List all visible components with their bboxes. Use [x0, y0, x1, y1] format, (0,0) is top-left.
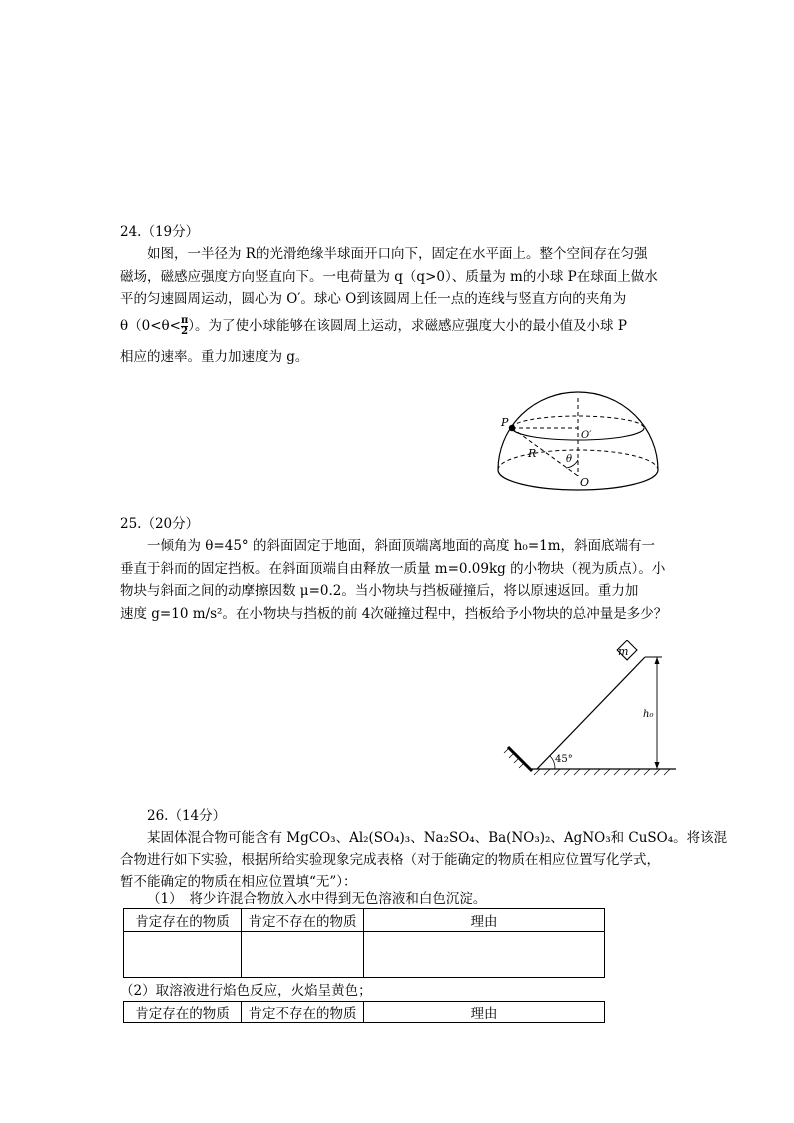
- table2-header-present: 肯定存在的物质: [124, 1002, 242, 1023]
- q26-line-2: 合物进行如下实验，根据所给实验现象完成表格（对于能确定的物质在相应位置写化学式，: [120, 852, 660, 868]
- table1-header-reason: 理由: [364, 909, 605, 932]
- table1-header-absent: 肯定不存在的物质: [242, 909, 364, 932]
- hemisphere-outline: [498, 392, 658, 470]
- q24-line-5: 相应的速率。重力加速度为 g。: [120, 349, 309, 365]
- label-o: O: [580, 476, 590, 489]
- label-angle: 45°: [555, 754, 573, 765]
- table1-present-cell[interactable]: [124, 932, 242, 978]
- label-m: m: [618, 645, 629, 658]
- base-ellipse-front: [498, 470, 658, 490]
- q24-line-4: [120, 314, 627, 338]
- table2-header-reason: 理由: [364, 1002, 605, 1023]
- q25-line-4: 速度 g=10 m/s²。在小物块与挡板的前 4次碰撞过程中，挡板给予小物块的总冲量是多少？: [120, 606, 668, 622]
- arrow-down-icon: [655, 762, 660, 769]
- label-theta: θ: [566, 454, 573, 465]
- q25-line-1: 一倾角为 θ=45° 的斜面固定于地面，斜面顶端离地面的高度 h₀=1m，斜面底端有一: [147, 538, 656, 554]
- q24-line-3: 平的匀速圆周运动，圆心为 O′。球心 O到该圆周上任一点的连线与竖直方向的夹角为: [120, 291, 627, 307]
- label-p: P: [501, 416, 509, 429]
- table1-reason-cell[interactable]: [364, 932, 605, 978]
- answer-table-2: [123, 1001, 605, 1023]
- fraction-numerator: π: [180, 315, 189, 326]
- arrow-up-icon: [655, 657, 660, 664]
- hemisphere-figure: [488, 388, 668, 498]
- q26-step-1: （1） 将少许混合物放入水中得到无色溶液和白色沉淀。: [147, 891, 487, 907]
- table2-header-absent: 肯定不存在的物质: [242, 1002, 364, 1023]
- q25-line-2: 垂直于斜而的固定挡板。在斜面顶端自由释放一质量 m=0.09kg 的小物块（视为质点）。小: [120, 561, 666, 577]
- q24-line-4-prefix: θ（0<θ<: [120, 318, 181, 334]
- q24-line-2: 磁场，磁感应强度方向竖直向下。一电荷量为 q（q>0）、质量为 m的小球 P在球面上做水: [120, 269, 658, 285]
- ball-p: [509, 425, 515, 431]
- fraction-denominator: 2: [181, 326, 189, 337]
- answer-table-1: [123, 908, 605, 978]
- label-h0: h₀: [643, 709, 654, 720]
- q24-header: 24.（19分）: [120, 224, 200, 240]
- q26-line-3: 暂不能确定的物质在相应位置填“无”）：: [120, 874, 357, 890]
- label-r: R: [528, 447, 537, 460]
- table1-header-present: 肯定存在的物质: [124, 909, 242, 932]
- q26-line-1: 某固体混合物可能含有 MgCO₃、Al₂(SO₄)₃、Na₂SO₄、Ba(NO₃)₂、AgNO₃和 CuSO₄。将该混: [147, 830, 728, 846]
- q26-header: 26.（14分）: [147, 808, 227, 824]
- label-o-prime: O′: [581, 430, 592, 441]
- q25-line-3: 物块与斜面之间的动摩擦因数 μ=0.2。当小物块与挡板碰撞后，将以原速返回。重力加: [120, 583, 639, 599]
- q24-line-1: 如图，一半径为 R的光滑绝缘半球面开口向下，固定在水平面上。整个空间存在匀强: [147, 246, 648, 262]
- q26-step-2: （2）取溶液进行焰色反应，火焰呈黄色；: [120, 983, 372, 999]
- table1-absent-cell[interactable]: [242, 932, 364, 978]
- incline-figure: [500, 640, 680, 780]
- q24-line-4-suffix: ）。为了使小球能够在该圆周上运动，求磁感应强度大小的最小值及小球 P: [188, 318, 627, 334]
- ground-hatching: [534, 769, 670, 775]
- q25-header: 25.（20分）: [120, 516, 200, 532]
- incline-surface: [537, 657, 645, 769]
